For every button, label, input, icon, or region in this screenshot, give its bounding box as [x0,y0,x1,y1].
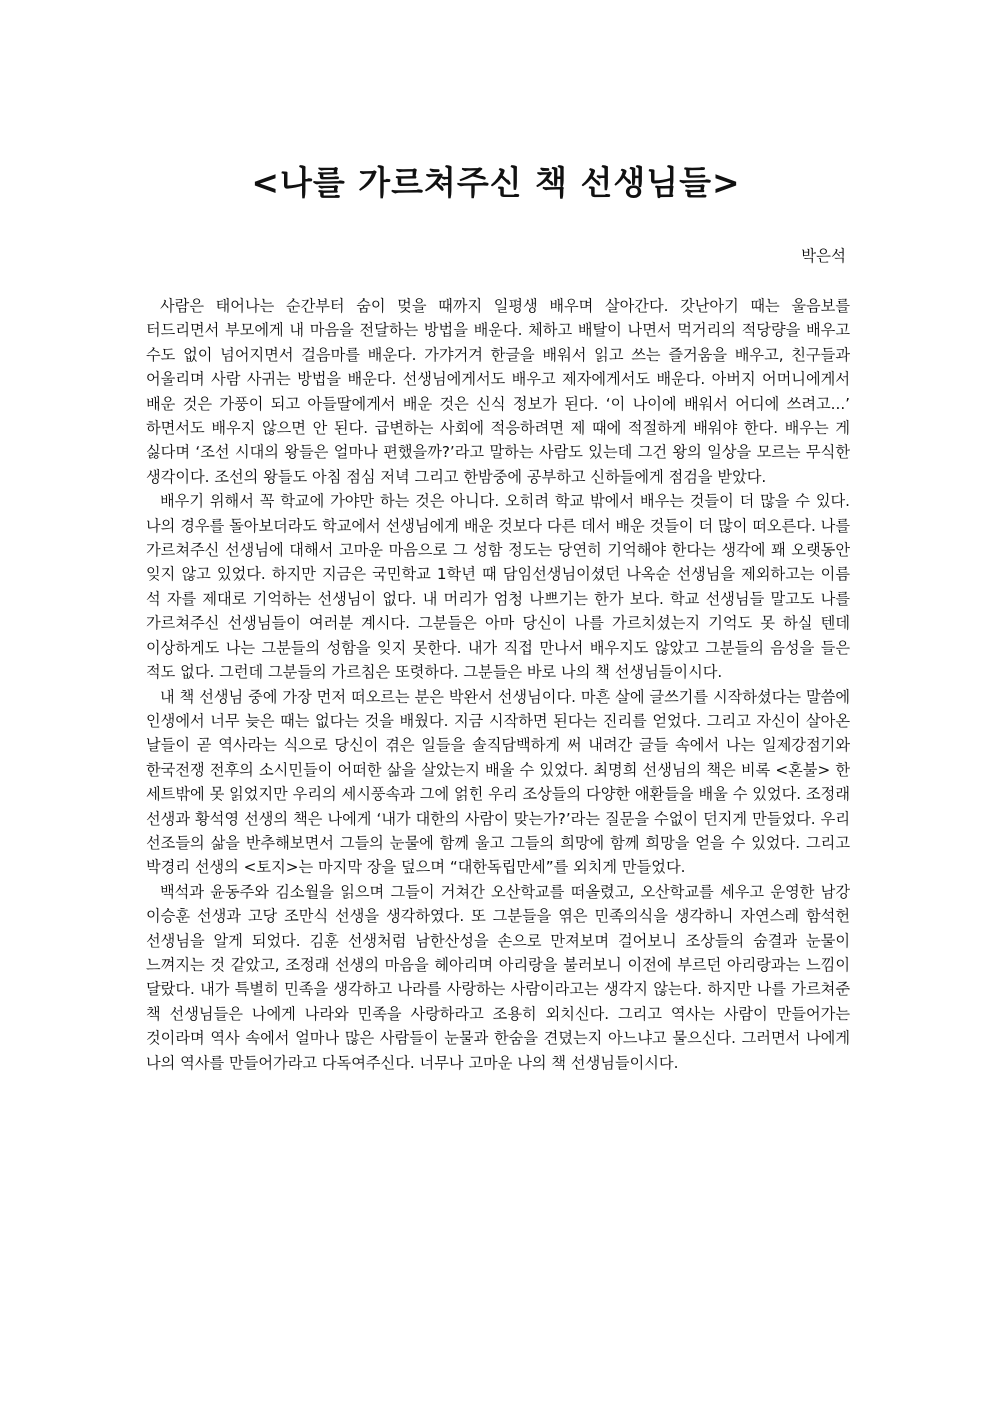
document-body [146,294,850,1075]
paragraph-1: 사람은 태어나는 순간부터 숨이 멎을 때까지 일평생 배우며 살아간다. 갓난아기 때는 울음보를 터드리면서 부모에게 내 마음을 전달하는 방법을 배운다. 체하고 배탈이 나면서 먹거리의 적당량을 배우고 수도 없이 넘어지면서 걸음마를 배운다. 가갸거겨 한글을 배워서 읽고 쓰는 즐거움을 배우고, 친구들과 어울리며 사람 사귀는 방법을 배운다. 선생님에게서도 배우고 제자에게서도 배운다. 아버지 어머니에게서 배운 것은 가풍이 되고 아들딸에게서 배운 것은 신식 정보가 된다. ‘이 나이에 배워서 어디에 쓰려고...’ 하면서도 배우지 않으면 안 된다. 급변하는 사회에 적응하려면 제 때에 적절하게 배워야 한다. 배우는 게 싫다며 ‘조선 시대의 왕들은 얼마나 편했을까?’라고 말하는 사람도 있는데 그건 왕의 일상을 모르는 무식한 생각이다. 조선의 왕들도 아침 점심 저녁 그리고 한밤중에 공부하고 신하들에게 점검을 받았다. [146,297,850,486]
paragraph-2: 배우기 위해서 꼭 학교에 가야만 하는 것은 아니다. 오히려 학교 밖에서 배우는 것들이 더 많을 수 있다. 나의 경우를 돌아보더라도 학교에서 선생님에게 배운 것보다 다른 데서 배운 것들이 더 많이 떠오른다. 나를 가르쳐주신 선생님에 대해서 고마운 마음으로 그 성함 정도는 당연히 기억해야 한다는 생각에 꽤 오랫동안 잊지 않고 있었다. 하지만 지금은 국민학교 1학년 때 담임선생님이셨던 나옥순 선생님을 제외하고는 이름 석 자를 제대로 기억하는 선생님이 없다. 내 머리가 엄청 나쁘기는 한가 보다. 학교 선생님들 말고도 나를 가르쳐주신 선생님들이 여러분 계시다. 그분들은 아마 당신이 나를 가르치셨는지 기억도 못 하실 텐데 이상하게도 나는 그분들의 성함을 잊지 못한다. 내가 직접 만나서 배우지도 않았고 그분들의 음성을 들은 적도 없다. 그런데 그분들의 가르침은 또렷하다. 그분들은 바로 나의 책 선생님들이시다. [146,492,850,682]
author-name: 박은석 [801,247,846,265]
paragraph-3: 내 책 선생님 중에 가장 먼저 떠오르는 분은 박완서 선생님이다. 마흔 살에 글쓰기를 시작하셨다는 말씀에 인생에서 너무 늦은 때는 없다는 것을 배웠다. 지금 시작하면 된다는 진리를 얻었다. 그리고 자신이 살아온 날들이 곧 역사라는 식으로 당신이 겪은 일들을 솔직담백하게 써 내려간 글들 속에서 나는 일제강점기와 한국전쟁 전후의 소시민들이 어떠한 삶을 살았는지 배울 수 있었다. 최명희 선생님의 책은 비록 <혼불> 한 세트밖에 못 읽었지만 우리의 세시풍속과 그에 얽힌 우리 조상들의 다양한 애환들을 배울 수 있었다. 조정래 선생과 황석영 선생의 책은 나에게 ‘내가 대한의 사람이 맞는가?’라는 질문을 수없이 던지게 만들었다. 우리 선조들의 삶을 반추해보면서 그들의 눈물에 함께 울고 그들의 희망에 함께 희망을 얻을 수 있었다. 그리고 박경리 선생의 <토지>는 마지막 장을 덮으며 “대한독립만세”를 외치게 만들었다. [146,687,850,877]
document-title: <나를 가르쳐주신 책 선생님들> [251,163,741,202]
paragraph-4: 백석과 윤동주와 김소월을 읽으며 그들이 거쳐간 오산학교를 떠올렸고, 오산학교를 세우고 운영한 남강 이승훈 선생과 고당 조만식 선생을 생각하였다. 또 그분들을 엮은 민족의식을 생각하니 자연스레 함석헌 선생님을 알게 되었다. 김훈 선생처럼 남한산성을 손으로 만져보며 걸어보니 조상들의 숨결과 눈물이 느껴지는 것 같았고, 조정래 선생의 마음을 헤아리며 아리랑을 불러보니 이전에 부르던 아리랑과는 느낌이 달랐다. 내가 특별히 민족을 생각하고 나라를 사랑하는 사람이라고는 생각지 않는다. 하지만 나를 가르쳐준 책 선생님들은 나에게 나라와 민족을 사랑하라고 조용히 외치신다. 그리고 역사는 사람이 만들어가는 것이라며 역사 속에서 얼마나 많은 사람들이 눈물과 한숨을 견뎠는지 아느냐고 물으신다. 그러면서 나에게 나의 역사를 만들어가라고 다독여주신다. 너무나 고마운 나의 책 선생님들이시다. [146,882,850,1072]
